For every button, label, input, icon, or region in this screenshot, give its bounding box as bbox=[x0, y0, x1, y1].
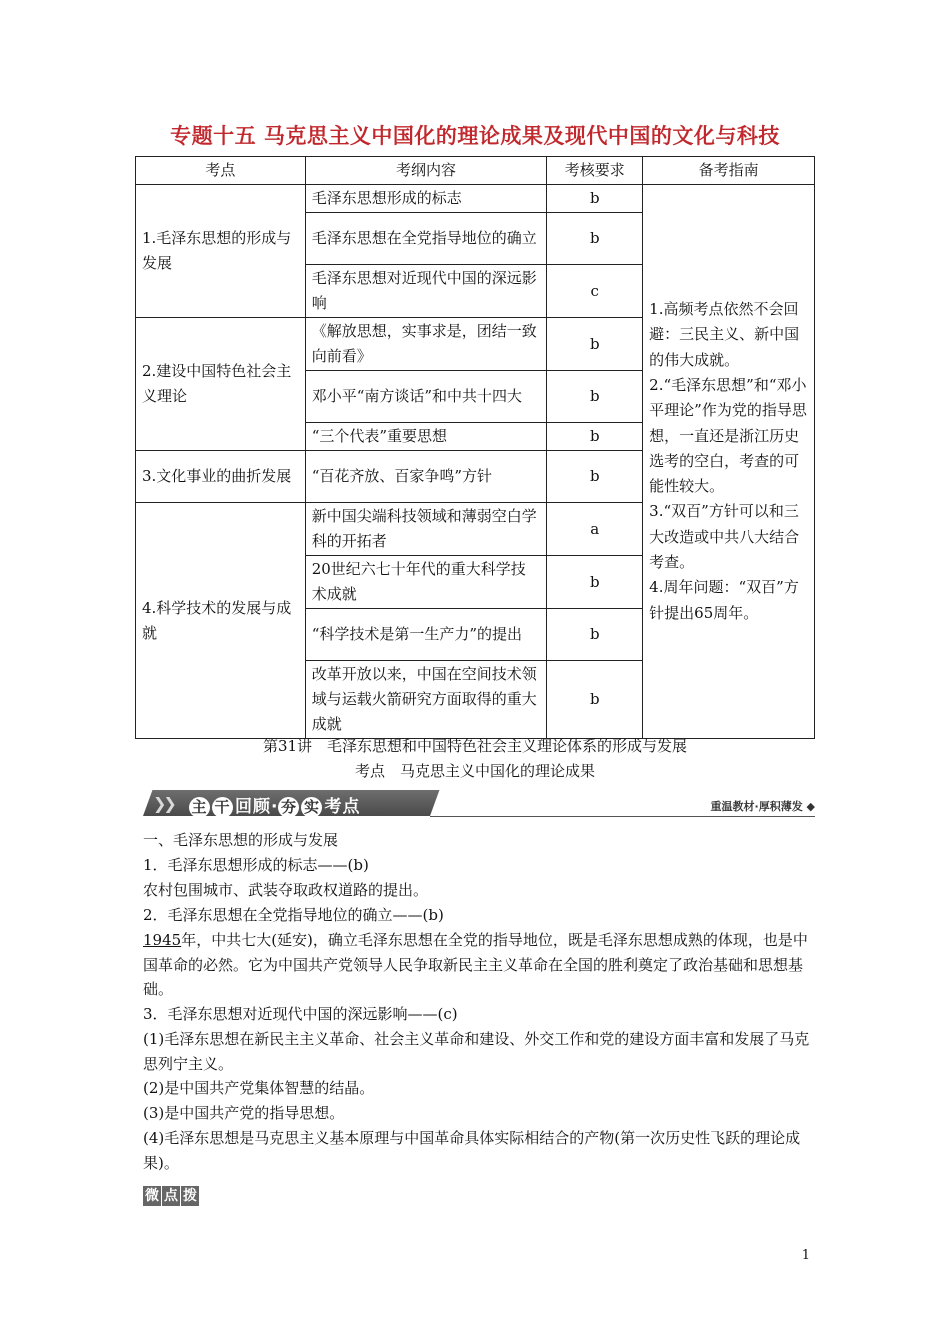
topic-title: 考点 马克思主义中国化的理论成果 bbox=[354, 762, 595, 780]
point-2-title: 2．毛泽东思想在全党指导地位的确立——(b) bbox=[143, 906, 444, 924]
header-requirement: 考核要求 bbox=[547, 157, 643, 185]
year-underlined: 1945 bbox=[143, 931, 182, 949]
content-cell: “百花齐放、百家争鸣”方针 bbox=[305, 451, 547, 503]
point-1-title: 1．毛泽东思想形成的标志——(b) bbox=[143, 856, 369, 874]
content-cell: 毛泽东思想在全党指导地位的确立 bbox=[305, 213, 547, 265]
requirement-cell: b bbox=[547, 556, 643, 609]
content-cell: 新中国尖端科技领域和薄弱空白学科的开拓者 bbox=[305, 503, 547, 556]
requirement-cell: b bbox=[547, 371, 643, 423]
point-cell: 4.科学技术的发展与成就 bbox=[136, 503, 306, 739]
content-cell: 20世纪六七十年代的重大科学技术成就 bbox=[305, 556, 547, 609]
guide-item: 2.“毛泽东思想”和“邓小平理论”作为党的指导思想，一直还是浙江历史选考的空白，考查的可能性较大。 bbox=[649, 375, 807, 496]
point-3-item: (3)是中国共产党的指导思想。 bbox=[143, 1104, 345, 1122]
guide-item: 3.“双百”方针可以和三大改造或中共八大结合考查。 bbox=[649, 502, 800, 572]
banner-char: 夯 bbox=[278, 797, 299, 818]
content-cell: 邓小平“南方谈话”和中共十四大 bbox=[305, 371, 547, 423]
point-3-item: (2)是中国共产党集体智慧的结晶。 bbox=[143, 1079, 375, 1097]
header-point: 考点 bbox=[136, 157, 306, 185]
tip-char: 拨 bbox=[183, 1188, 197, 1204]
banner-char: 考点 bbox=[324, 797, 361, 817]
banner-char: 干 bbox=[212, 797, 233, 818]
guide-item: 4.周年问题：“双百”方针提出65周年。 bbox=[649, 578, 799, 622]
table-header-row bbox=[136, 157, 815, 185]
chevron-right-icon: ❯❯ bbox=[153, 794, 174, 813]
banner-divider bbox=[430, 816, 815, 817]
tip-char: 微 bbox=[145, 1188, 159, 1204]
requirement-cell: b bbox=[547, 318, 643, 371]
lecture-title: 第31讲 毛泽东思想和中国特色社会主义理论体系的形成与发展 bbox=[262, 737, 688, 755]
requirement-cell: b bbox=[547, 661, 643, 739]
banner-slogan: 重温教材·厚积薄发 ◆ bbox=[710, 800, 815, 813]
header-guide: 备考指南 bbox=[643, 157, 815, 185]
requirement-cell: b bbox=[547, 185, 643, 213]
requirement-cell: b bbox=[547, 213, 643, 265]
section-banner bbox=[143, 788, 815, 820]
content-cell: 改革开放以来，中国在空间技术领域与运载火箭研究方面取得的重大成就 bbox=[305, 661, 547, 739]
page-title: 专题十五 马克思主义中国化的理论成果及现代中国的文化与科技 bbox=[170, 124, 780, 148]
header-content: 考纲内容 bbox=[305, 157, 547, 185]
point-2-text: 年，中共七大(延安)，确立毛泽东思想在全党的指导地位，既是毛泽东思想成熟的体现，也是中国革命的必然。它为中国共产党领导人民争取新民主主义革命在全国的胜利奠定了政治基础和思想基础。 bbox=[143, 931, 808, 999]
point-3-item: (1)毛泽东思想在新民主主义革命、社会主义革命和建设、外交工作和党的建设方面丰富和发展了马克思列宁主义。 bbox=[143, 1030, 810, 1073]
content-cell: “科学技术是第一生产力”的提出 bbox=[305, 609, 547, 661]
banner-char: 主 bbox=[189, 797, 210, 818]
banner-char: 实 bbox=[301, 797, 322, 818]
requirement-cell: c bbox=[547, 265, 643, 318]
banner-title bbox=[189, 792, 360, 818]
point-cell: 2.建设中国特色社会主义理论 bbox=[136, 318, 306, 451]
table-row bbox=[136, 185, 815, 213]
banner-char: 回顾· bbox=[235, 797, 279, 817]
requirement-cell: a bbox=[547, 503, 643, 556]
content-cell: 毛泽东思想对近现代中国的深远影响 bbox=[305, 265, 547, 318]
point-3-item: (4)毛泽东思想是马克思主义基本原理与中国革命具体实际相结合的产物(第一次历史性飞跃的理论成果)。 bbox=[143, 1129, 801, 1172]
page-number: 1 bbox=[801, 1248, 810, 1263]
point-3-title: 3．毛泽东思想对近现代中国的深远影响——(c) bbox=[143, 1005, 458, 1023]
guide-cell bbox=[643, 185, 815, 739]
requirement-cell: b bbox=[547, 451, 643, 503]
tip-label bbox=[143, 1186, 200, 1206]
content-cell: 毛泽东思想形成的标志 bbox=[305, 185, 547, 213]
section-heading: 一、毛泽东思想的形成与发展 bbox=[143, 831, 339, 849]
exam-plan-table bbox=[135, 156, 815, 739]
requirement-cell: b bbox=[547, 423, 643, 451]
point-cell: 1.毛泽东思想的形成与发展 bbox=[136, 185, 306, 318]
content-cell: 《解放思想，实事求是，团结一致向前看》 bbox=[305, 318, 547, 371]
point-1-text: 农村包围城市、武装夺取政权道路的提出。 bbox=[143, 881, 429, 899]
tip-char: 点 bbox=[164, 1188, 178, 1204]
guide-item: 1.高频考点依然不会回避：三民主义、新中国的伟大成就。 bbox=[649, 300, 800, 369]
content-cell: “三个代表”重要思想 bbox=[305, 423, 547, 451]
requirement-cell: b bbox=[547, 609, 643, 661]
point-2-paragraph bbox=[143, 928, 815, 1002]
point-cell: 3.文化事业的曲折发展 bbox=[136, 451, 306, 503]
